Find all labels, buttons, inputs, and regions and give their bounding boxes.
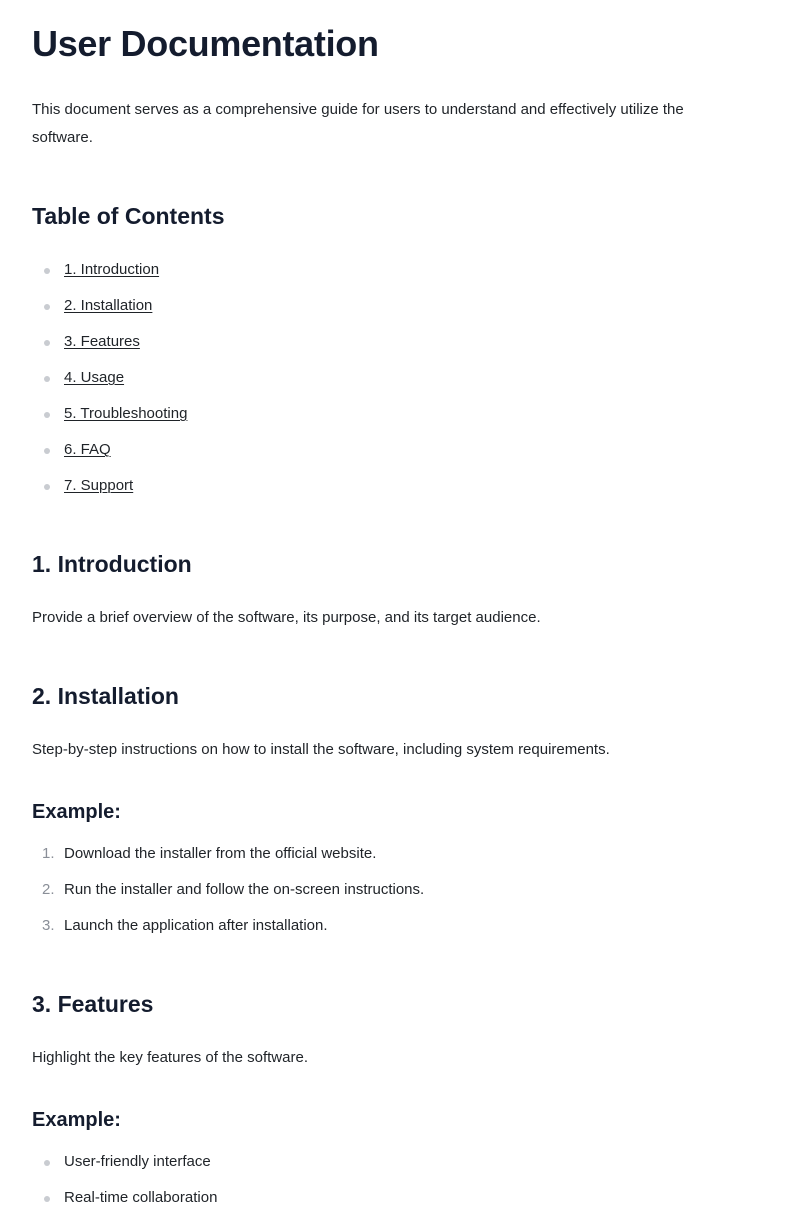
toc-link-introduction[interactable]: 1. Introduction xyxy=(64,261,160,278)
list-item xyxy=(32,880,424,916)
toc-item xyxy=(32,332,187,368)
list-item xyxy=(32,916,424,952)
bullet-icon xyxy=(44,340,50,346)
list-number: 2. xyxy=(42,881,55,898)
bullet-icon xyxy=(44,448,50,454)
introduction-heading: 1. Introduction xyxy=(32,551,192,577)
bullet-icon xyxy=(44,268,50,274)
bullet-icon xyxy=(44,412,50,418)
features-example-heading: Example: xyxy=(32,1109,121,1131)
bullet-icon xyxy=(44,484,50,490)
toc-item xyxy=(32,260,187,296)
installation-steps-list xyxy=(32,844,424,952)
step-text: Download the installer from the official website. xyxy=(64,845,377,862)
list-item xyxy=(32,844,424,880)
list-item xyxy=(32,1188,217,1224)
page-title: User Documentation xyxy=(32,23,379,64)
intro-paragraph: This document serves as a comprehensive guide for users to understand and effectively utilize the software. xyxy=(32,101,684,146)
feature-text: Real-time collaboration xyxy=(64,1189,218,1206)
list-number: 1. xyxy=(42,845,55,862)
step-text: Launch the application after installation. xyxy=(64,917,328,934)
toc-item xyxy=(32,476,187,512)
toc-link-features[interactable]: 3. Features xyxy=(64,333,140,350)
installation-heading: 2. Installation xyxy=(32,683,179,709)
bullet-icon xyxy=(44,1160,50,1166)
toc-link-usage[interactable]: 4. Usage xyxy=(64,369,125,386)
features-text: Highlight the key features of the software. xyxy=(32,1049,308,1066)
features-list xyxy=(32,1152,217,1224)
toc-item xyxy=(32,404,187,440)
toc-item xyxy=(32,296,187,332)
toc-link-support[interactable]: 7. Support xyxy=(64,477,134,494)
feature-text: User-friendly interface xyxy=(64,1153,211,1170)
toc-item xyxy=(32,368,187,404)
toc-list xyxy=(32,260,187,512)
toc-link-troubleshooting[interactable]: 5. Troubleshooting xyxy=(64,405,188,422)
bullet-icon xyxy=(44,376,50,382)
toc-heading: Table of Contents xyxy=(32,203,225,229)
features-heading: 3. Features xyxy=(32,991,154,1017)
toc-link-installation[interactable]: 2. Installation xyxy=(64,297,153,314)
bullet-icon xyxy=(44,304,50,310)
list-item xyxy=(32,1152,217,1188)
list-number: 3. xyxy=(42,917,55,934)
installation-example-heading: Example: xyxy=(32,801,121,823)
introduction-text: Provide a brief overview of the software, its purpose, and its target audience. xyxy=(32,609,541,626)
step-text: Run the installer and follow the on-screen instructions. xyxy=(64,881,425,898)
toc-item xyxy=(32,440,187,476)
bullet-icon xyxy=(44,1196,50,1202)
installation-text: Step-by-step instructions on how to install the software, including system requirements. xyxy=(32,741,610,758)
toc-link-faq[interactable]: 6. FAQ xyxy=(64,441,111,458)
